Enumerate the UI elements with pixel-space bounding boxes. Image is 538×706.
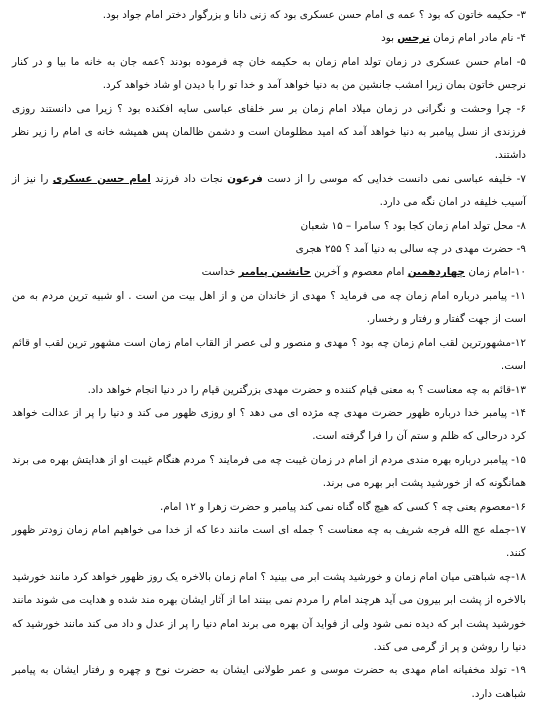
emphasis-run: امام حسن عسکری: [52, 172, 151, 185]
emphasis-run: نرجس: [397, 32, 430, 45]
qa-item-16: [12, 496, 526, 519]
qa-item-17: [12, 519, 526, 566]
text-run: نجات داد فرزند: [150, 172, 228, 185]
text-run: ۱۴- پیامبر خدا درباره ظهور حضرت مهدی چه مژده ای می دهد ؟ او روزی ظهور می کند و دنیا را پر از عدالت خواهد کرد درحالی که ظلم و ستم آن را فرا گرفته است.: [12, 406, 526, 443]
text-run: ۸- محل تولد امام زمان کجا بود ؟ سامرا – ۱۵ شعبان: [300, 219, 526, 232]
qa-item-11: [12, 285, 526, 332]
text-run: را نیز از آسیب خلیفه در امان نگه می دارد.: [12, 172, 526, 209]
text-run: ۱۹- تولد مخفیانه امام مهدی به حضرت موسی و عمر طولانی ایشان به حضرت نوح و چهره و رفتار ایشان به پیامبر شباهت دارد.: [12, 664, 526, 700]
qa-item-13: [12, 379, 526, 402]
text-run: ۹- حضرت مهدی در چه سالی به دنیا آمد ؟ ۲۵۵ هجری: [295, 243, 526, 256]
qa-item-9: [12, 238, 526, 261]
text-run: ۱۱- پیامبر درباره امام زمان چه می فرماید ؟ مهدی از خاندان من و از اهل بیت من است . او شبیه ترین مردم به من است از جهت گفتار و رفتار و رخسار.: [12, 289, 526, 326]
text-run: امام معصوم و آخرین: [310, 266, 408, 279]
text-run: ۱۰-امام زمان: [465, 266, 526, 279]
qa-item-6: [12, 98, 526, 168]
qa-item-10: [12, 261, 526, 284]
qa-item-14: [12, 402, 526, 449]
text-run: ۵- امام حسن عسکری در زمان تولد امام زمان به حکیمه خان چه فرموده بودند ؟عمه جان به خانه ما بیا و در کنار نرجس خاتون بمان زیرا امشب جانشین من به دنیا خواهد آمد و خدا تو را با دیدن او شاد خواهد کرد.: [12, 55, 526, 92]
qa-item-5: [12, 51, 526, 98]
emphasis-run: چهاردهمین: [407, 266, 466, 279]
text-run: ۱۵- پیامبر درباره بهره مندی مردم از امام در زمان غیبت چه می فرمایند ؟ مردم هنگام غیبت او از هدایتش بهره می برند همانگونه که از خورشید پشت ابر بهره می برند.: [12, 453, 526, 490]
qa-item-15: [12, 449, 526, 496]
text-run: بود: [381, 32, 398, 45]
text-run: ۱۳-قائم به چه معناست ؟ به معنی قیام کننده و حضرت مهدی بزرگترین قیام را در دنیا انجام خواهد داد.: [87, 383, 526, 396]
text-run: ۳- حکیمه خاتون که بود ؟ عمه ی امام حسن عسکری بود که زنی دانا و بزرگوار دختر امام جواد بود.: [102, 9, 526, 21]
emphasis-run: جانشین پیامبر: [238, 266, 311, 279]
text-run: ۱۸-چه شباهتی میان امام زمان و خورشید پشت ابر می بینید ؟ امام زمان بالاخره یک روز ظهور خواهد کرد مانند خورشید بالاخره از پشت ابر بیرون می آید هرچند امام را مردم نمی بینند اما از آثار ایشان بهره مند شده و هدایت می شوند مانند خورشید پشت ابر که دیده نمی شود ولی از فواید آن بهره می برند امام دنیا را پر از عدل و داد می کند مانند خورشید که دنیا را روشن و پر از گرمی می کند.: [12, 570, 526, 653]
text-run: ۴- نام مادر امام زمان: [429, 32, 526, 45]
text-run: ۱۲-مشهورترین لقب امام زمان چه بود ؟ مهدی و منصور و لی عصر از القاب امام زمان است مشهور ترین لقب او قائم است.: [12, 336, 526, 373]
qa-item-19: [12, 659, 526, 706]
qa-item-8: [12, 215, 526, 238]
qa-item-4: [12, 27, 526, 50]
qa-item-7: [12, 168, 526, 215]
text-run: ۷- خلیفه عباسی نمی دانست خدایی که موسی را از دست: [262, 172, 526, 185]
qa-item-12: [12, 332, 526, 379]
text-run: ۱۷-جمله عج الله فرجه شریف به چه معناست ؟ جمله ای است مانند دعا که از خدا می خواهیم امام زمان زودتر ظهور کنند.: [12, 523, 526, 560]
text-run: ۱۶-معصوم یعنی چه ؟ کسی که هیچ گاه گناه نمی کند پیامبر و حضرت زهرا و ۱۲ امام.: [160, 500, 526, 513]
qa-item-3: [12, 4, 526, 27]
text-run: خداست: [201, 266, 239, 279]
qa-item-18: [12, 566, 526, 660]
text-run: ۶- چرا وحشت و نگرانی در زمان میلاد امام زمان بر سر خلفای عباسی سایه افکنده بود ؟ زیرا می دانستند روزی فرزندی از نسل پیامبر به دنیا خواهد آمد که امید مظلومان است و دشمن ظالمان پس همیشه خانه ی امام را زیر نظر داشتند.: [12, 102, 526, 162]
emphasis-run: فرعون: [227, 172, 263, 185]
